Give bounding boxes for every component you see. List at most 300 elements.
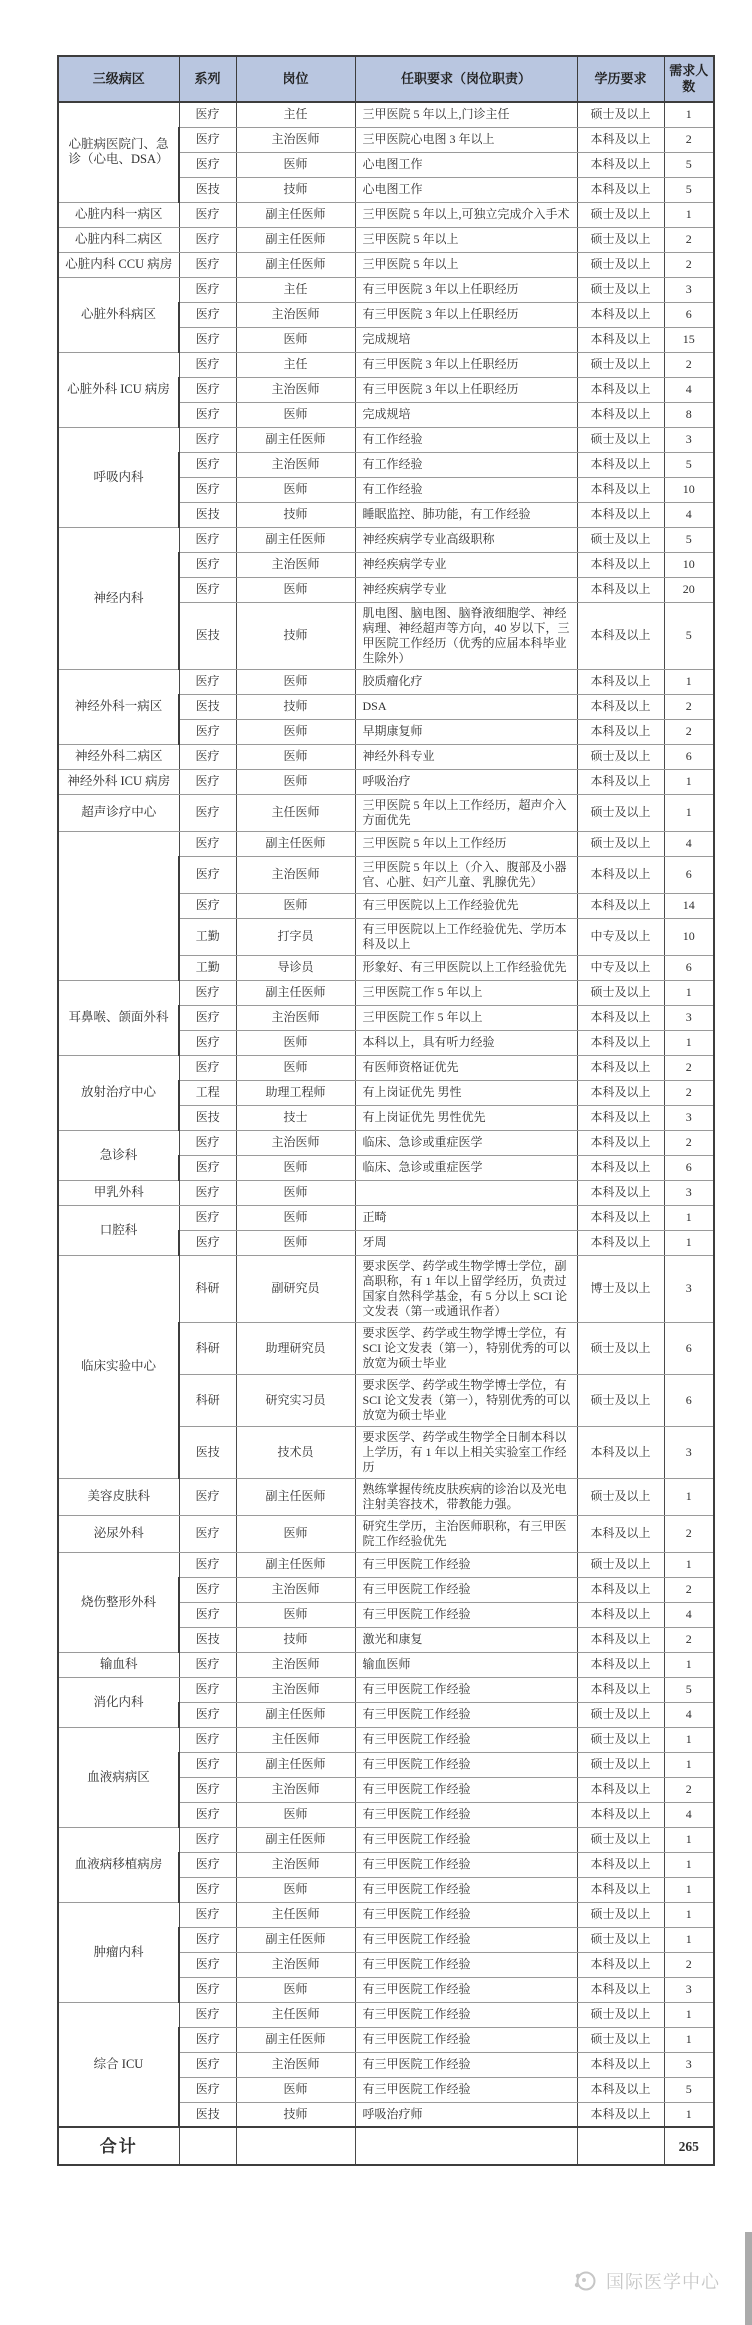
requirement-cell: 三甲医院 5 年以上,可独立完成介入手术 [355, 202, 577, 227]
requirement-cell: 临床、急诊或重症医学 [355, 1155, 577, 1180]
education-cell: 硕士及以上 [577, 1902, 664, 1927]
table-row [58, 831, 714, 856]
count-cell: 14 [664, 893, 714, 918]
position-cell: 医师 [236, 577, 355, 602]
count-cell: 2 [664, 1952, 714, 1977]
requirement-cell: 临床、急诊或重症医学 [355, 1130, 577, 1155]
count-cell: 6 [664, 744, 714, 769]
position-cell: 主任医师 [236, 1902, 355, 1927]
series-cell: 医技 [179, 1105, 236, 1130]
requirement-cell: 有三甲医院工作经验 [355, 1952, 577, 1977]
position-cell: 技师 [236, 177, 355, 202]
series-cell: 科研 [179, 1374, 236, 1426]
position-cell: 技师 [236, 694, 355, 719]
table-row [58, 227, 714, 252]
position-cell: 技术员 [236, 1426, 355, 1478]
requirement-cell: 有三甲医院 3 年以上任职经历 [355, 277, 577, 302]
requirement-cell: 完成规培 [355, 402, 577, 427]
position-cell: 医师 [236, 744, 355, 769]
education-cell: 硕士及以上 [577, 1552, 664, 1577]
position-cell: 主治医师 [236, 1777, 355, 1802]
requirement-cell: 有三甲医院以上工作经验优先、学历本科及以上 [355, 918, 577, 955]
requirement-cell: 早期康复师 [355, 719, 577, 744]
ward-cell: 输血科 [58, 1652, 179, 1677]
position-cell: 副主任医师 [236, 1752, 355, 1777]
series-cell: 医疗 [179, 1977, 236, 2002]
table-row [58, 202, 714, 227]
education-cell: 硕士及以上 [577, 1478, 664, 1515]
series-cell: 医技 [179, 1627, 236, 1652]
position-cell: 主治医师 [236, 2052, 355, 2077]
position-cell: 医师 [236, 1602, 355, 1627]
series-cell: 医疗 [179, 893, 236, 918]
position-cell: 主治医师 [236, 302, 355, 327]
series-cell: 医疗 [179, 1827, 236, 1852]
requirement-cell: 有三甲医院以上工作经验优先 [355, 893, 577, 918]
position-cell: 副主任医师 [236, 1552, 355, 1577]
education-cell: 本科及以上 [577, 2102, 664, 2127]
education-cell: 硕士及以上 [577, 744, 664, 769]
table-row [58, 1478, 714, 1515]
education-cell: 本科及以上 [577, 552, 664, 577]
ward-cell: 呼吸内科 [58, 427, 179, 527]
education-cell: 硕士及以上 [577, 1702, 664, 1727]
series-cell: 工勤 [179, 918, 236, 955]
education-cell: 本科及以上 [577, 1205, 664, 1230]
table-row [58, 1552, 714, 1577]
table-row [58, 102, 714, 127]
education-cell: 本科及以上 [577, 302, 664, 327]
education-cell: 硕士及以上 [577, 277, 664, 302]
ward-cell: 急诊科 [58, 1130, 179, 1180]
education-cell: 硕士及以上 [577, 1322, 664, 1374]
count-cell: 8 [664, 402, 714, 427]
total-empty-cell [355, 2127, 577, 2165]
education-cell: 本科及以上 [577, 1577, 664, 1602]
requirement-cell: 睡眠监控、肺功能，有工作经验 [355, 502, 577, 527]
requirement-cell: 有三甲医院工作经验 [355, 1827, 577, 1852]
count-cell: 1 [664, 794, 714, 831]
position-cell: 医师 [236, 2077, 355, 2102]
header-series: 系列 [179, 56, 236, 102]
requirement-cell: 胶质瘤化疗 [355, 669, 577, 694]
requirement-cell: 三甲医院工作 5 年以上 [355, 1005, 577, 1030]
requirement-cell: 有三甲医院工作经验 [355, 1727, 577, 1752]
requirement-cell: 有三甲医院工作经验 [355, 1902, 577, 1927]
position-cell: 主任医师 [236, 794, 355, 831]
education-cell: 本科及以上 [577, 1802, 664, 1827]
count-cell: 1 [664, 2102, 714, 2127]
education-cell: 本科及以上 [577, 1155, 664, 1180]
requirement-cell: 熟练掌握传统皮肤疾病的诊治以及光电注射美容技术，带教能力强。 [355, 1478, 577, 1515]
ward-cell: 心脏外科 ICU 病房 [58, 352, 179, 427]
header-position: 岗位 [236, 56, 355, 102]
education-cell: 硕士及以上 [577, 1752, 664, 1777]
requirement-cell: 有三甲医院工作经验 [355, 1802, 577, 1827]
ward-cell: 放射治疗中心 [58, 1055, 179, 1130]
table-row [58, 1180, 714, 1205]
ward-cell: 神经外科 ICU 病房 [58, 769, 179, 794]
education-cell: 本科及以上 [577, 1080, 664, 1105]
series-cell: 医疗 [179, 2077, 236, 2102]
education-cell: 硕士及以上 [577, 980, 664, 1005]
count-cell: 1 [664, 2027, 714, 2052]
series-cell: 医疗 [179, 1030, 236, 1055]
count-cell: 1 [664, 1827, 714, 1852]
education-cell: 本科及以上 [577, 152, 664, 177]
count-cell: 5 [664, 2077, 714, 2102]
count-cell: 5 [664, 527, 714, 552]
total-row [58, 2127, 714, 2165]
count-cell: 10 [664, 552, 714, 577]
education-cell: 中专及以上 [577, 918, 664, 955]
requirement-cell: 有三甲医院工作经验 [355, 1977, 577, 2002]
count-cell: 1 [664, 1652, 714, 1677]
count-cell: 4 [664, 1802, 714, 1827]
count-cell: 2 [664, 1777, 714, 1802]
series-cell: 医疗 [179, 377, 236, 402]
requirement-cell: 研究生学历，主治医师职称，有三甲医院工作经验优先 [355, 1515, 577, 1552]
education-cell: 硕士及以上 [577, 1927, 664, 1952]
count-cell: 1 [664, 980, 714, 1005]
ward-cell: 心脏内科一病区 [58, 202, 179, 227]
position-cell: 主治医师 [236, 127, 355, 152]
header-row [58, 56, 714, 102]
series-cell: 医疗 [179, 1515, 236, 1552]
education-cell: 硕士及以上 [577, 202, 664, 227]
position-cell: 副主任医师 [236, 1478, 355, 1515]
requirement-cell: 要求医学、药学或生物学博士学位，有 SCI 论文发表（第一），特别优秀的可以放宽为硕士毕业 [355, 1322, 577, 1374]
position-cell: 副主任医师 [236, 527, 355, 552]
count-cell: 2 [664, 1130, 714, 1155]
requirement-cell: 要求医学、药学或生物学博士学位，有 SCI 论文发表（第一），特别优秀的可以放宽为硕士毕业 [355, 1374, 577, 1426]
requirement-cell: 输血医师 [355, 1652, 577, 1677]
requirement-cell: 三甲医院 5 年以上（介入、腹部及小器官、心脏、妇产儿童、乳腺优先） [355, 856, 577, 893]
count-cell: 1 [664, 2002, 714, 2027]
total-empty-cell [179, 2127, 236, 2165]
education-cell: 本科及以上 [577, 127, 664, 152]
series-cell: 医疗 [179, 1777, 236, 1802]
count-cell: 3 [664, 277, 714, 302]
count-cell: 1 [664, 1030, 714, 1055]
table-row [58, 252, 714, 277]
count-cell: 4 [664, 831, 714, 856]
requirement-cell: 神经疾病学专业 [355, 552, 577, 577]
position-cell: 助理研究员 [236, 1322, 355, 1374]
count-cell: 20 [664, 577, 714, 602]
series-cell: 医疗 [179, 577, 236, 602]
count-cell: 2 [664, 227, 714, 252]
header-count: 需求人数 [664, 56, 714, 102]
requirement-cell: DSA [355, 694, 577, 719]
education-cell: 本科及以上 [577, 2077, 664, 2102]
requirement-cell: 神经疾病学专业高级职称 [355, 527, 577, 552]
ward-cell: 神经内科 [58, 527, 179, 669]
position-cell: 主任 [236, 102, 355, 127]
count-cell: 2 [664, 252, 714, 277]
requirement-cell: 有三甲医院 3 年以上任职经历 [355, 352, 577, 377]
education-cell: 本科及以上 [577, 502, 664, 527]
count-cell: 2 [664, 352, 714, 377]
position-cell: 研究实习员 [236, 1374, 355, 1426]
requirement-cell: 形象好、有三甲医院以上工作经验优先 [355, 955, 577, 980]
position-cell: 医师 [236, 152, 355, 177]
ward-cell: 肿瘤内科 [58, 1902, 179, 2002]
count-cell: 4 [664, 377, 714, 402]
series-cell: 医疗 [179, 1652, 236, 1677]
table-row [58, 1827, 714, 1852]
count-cell: 6 [664, 955, 714, 980]
table-row [58, 669, 714, 694]
series-cell: 医疗 [179, 1602, 236, 1627]
series-cell: 医疗 [179, 1055, 236, 1080]
count-cell: 2 [664, 127, 714, 152]
requirement-cell: 有三甲医院工作经验 [355, 1677, 577, 1702]
requirement-cell: 有三甲医院工作经验 [355, 1702, 577, 1727]
series-cell: 医疗 [179, 127, 236, 152]
education-cell: 硕士及以上 [577, 1727, 664, 1752]
position-cell: 技师 [236, 2102, 355, 2127]
series-cell: 医疗 [179, 719, 236, 744]
ward-cell: 神经外科一病区 [58, 669, 179, 744]
table-row [58, 1727, 714, 1752]
education-cell: 本科及以上 [577, 1852, 664, 1877]
count-cell: 4 [664, 1602, 714, 1627]
education-cell: 本科及以上 [577, 1055, 664, 1080]
ward-cell: 血液病病区 [58, 1727, 179, 1827]
table-row [58, 1205, 714, 1230]
education-cell: 本科及以上 [577, 1426, 664, 1478]
series-cell: 医疗 [179, 102, 236, 127]
position-cell: 医师 [236, 327, 355, 352]
requirement-cell: 要求医学、药学或生物学博士学位，副高职称，有 1 年以上留学经历，负责过国家自然科学基金，有 5 分以上 SCI 论文发表（第一或通讯作者） [355, 1255, 577, 1322]
count-cell: 2 [664, 1627, 714, 1652]
series-cell: 医疗 [179, 794, 236, 831]
series-cell: 医疗 [179, 152, 236, 177]
position-cell: 主治医师 [236, 1852, 355, 1877]
position-cell: 医师 [236, 1230, 355, 1255]
series-cell: 医疗 [179, 1902, 236, 1927]
count-cell: 3 [664, 427, 714, 452]
count-cell: 1 [664, 1927, 714, 1952]
position-cell: 副主任医师 [236, 252, 355, 277]
ward-cell: 消化内科 [58, 1677, 179, 1727]
table-row [58, 1055, 714, 1080]
position-cell: 副研究员 [236, 1255, 355, 1322]
requirement-cell: 有三甲医院工作经验 [355, 1752, 577, 1777]
position-cell: 助理工程师 [236, 1080, 355, 1105]
education-cell: 本科及以上 [577, 327, 664, 352]
position-cell: 主任医师 [236, 1727, 355, 1752]
requirement-cell: 三甲医院工作 5 年以上 [355, 980, 577, 1005]
requirement-cell [355, 1180, 577, 1205]
position-cell: 医师 [236, 1030, 355, 1055]
series-cell: 工勤 [179, 955, 236, 980]
position-cell: 主任医师 [236, 2002, 355, 2027]
series-cell: 医技 [179, 602, 236, 669]
position-cell: 技师 [236, 502, 355, 527]
position-cell: 主任 [236, 352, 355, 377]
education-cell: 本科及以上 [577, 177, 664, 202]
education-cell: 本科及以上 [577, 1030, 664, 1055]
education-cell: 硕士及以上 [577, 252, 664, 277]
series-cell: 医疗 [179, 1478, 236, 1515]
series-cell: 医疗 [179, 1927, 236, 1952]
requirement-cell: 牙周 [355, 1230, 577, 1255]
series-cell: 医疗 [179, 1702, 236, 1727]
series-cell: 医疗 [179, 1230, 236, 1255]
count-cell: 3 [664, 1005, 714, 1030]
series-cell: 医疗 [179, 669, 236, 694]
requirement-cell: 有三甲医院工作经验 [355, 2027, 577, 2052]
requirement-cell: 三甲医院 5 年以上,门诊主任 [355, 102, 577, 127]
total-empty-cell [236, 2127, 355, 2165]
count-cell: 10 [664, 477, 714, 502]
education-cell: 中专及以上 [577, 955, 664, 980]
position-cell: 主治医师 [236, 552, 355, 577]
requirement-cell: 有工作经验 [355, 477, 577, 502]
ward-cell: 耳鼻喉、颌面外科 [58, 980, 179, 1055]
education-cell: 本科及以上 [577, 1005, 664, 1030]
education-cell: 本科及以上 [577, 402, 664, 427]
position-cell: 医师 [236, 669, 355, 694]
count-cell: 4 [664, 502, 714, 527]
series-cell: 医疗 [179, 1205, 236, 1230]
count-cell: 5 [664, 602, 714, 669]
position-cell: 副主任医师 [236, 202, 355, 227]
education-cell: 本科及以上 [577, 1105, 664, 1130]
table-row [58, 1677, 714, 1702]
series-cell: 医技 [179, 1426, 236, 1478]
position-cell: 主治医师 [236, 1577, 355, 1602]
position-cell: 主治医师 [236, 377, 355, 402]
ward-cell: 心脏外科病区 [58, 277, 179, 352]
series-cell: 医技 [179, 2102, 236, 2127]
education-cell: 本科及以上 [577, 1602, 664, 1627]
series-cell: 医疗 [179, 552, 236, 577]
education-cell: 本科及以上 [577, 719, 664, 744]
count-cell: 1 [664, 769, 714, 794]
count-cell: 10 [664, 918, 714, 955]
ward-cell [58, 831, 179, 980]
requirement-cell: 肌电图、脑电图、脑脊液细胞学、神经病理、神经超声等方向，40 岁以下，三甲医院工作经历（优秀的应届本科毕业生除外） [355, 602, 577, 669]
education-cell: 硕士及以上 [577, 2002, 664, 2027]
series-cell: 医疗 [179, 277, 236, 302]
series-cell: 医疗 [179, 1130, 236, 1155]
table-row [58, 277, 714, 302]
education-cell: 本科及以上 [577, 1130, 664, 1155]
position-cell: 副主任医师 [236, 831, 355, 856]
series-cell: 医技 [179, 502, 236, 527]
count-cell: 5 [664, 1677, 714, 1702]
education-cell: 本科及以上 [577, 856, 664, 893]
requirement-cell: 有三甲医院工作经验 [355, 1577, 577, 1602]
count-cell: 2 [664, 1080, 714, 1105]
ward-cell: 美容皮肤科 [58, 1478, 179, 1515]
requirement-cell: 三甲医院 5 年以上 [355, 227, 577, 252]
requirement-cell: 要求医学、药学或生物学全日制本科以上学历，有 1 年以上相关实验室工作经历 [355, 1426, 577, 1478]
position-cell: 主治医师 [236, 1005, 355, 1030]
education-cell: 硕士及以上 [577, 427, 664, 452]
series-cell: 医疗 [179, 1005, 236, 1030]
requirement-cell: 有三甲医院工作经验 [355, 1852, 577, 1877]
count-cell: 2 [664, 1055, 714, 1080]
position-cell: 医师 [236, 1877, 355, 1902]
table-row [58, 980, 714, 1005]
ward-cell: 血液病移植病房 [58, 1827, 179, 1902]
requirement-cell: 三甲医院 5 年以上工作经历 [355, 831, 577, 856]
count-cell: 1 [664, 1852, 714, 1877]
series-cell: 医疗 [179, 427, 236, 452]
series-cell: 医疗 [179, 831, 236, 856]
education-cell: 硕士及以上 [577, 102, 664, 127]
count-cell: 1 [664, 1877, 714, 1902]
education-cell: 本科及以上 [577, 1180, 664, 1205]
series-cell: 科研 [179, 1255, 236, 1322]
ward-cell: 口腔科 [58, 1205, 179, 1255]
table-row [58, 1130, 714, 1155]
series-cell: 医疗 [179, 856, 236, 893]
education-cell: 本科及以上 [577, 477, 664, 502]
series-cell: 医疗 [179, 2002, 236, 2027]
position-cell: 技师 [236, 602, 355, 669]
brand-watermark [572, 2268, 720, 2294]
series-cell: 医疗 [179, 452, 236, 477]
position-cell: 主治医师 [236, 1677, 355, 1702]
ward-cell: 心脏病医院门、急诊（心电、DSA） [58, 102, 179, 202]
education-cell: 本科及以上 [577, 669, 664, 694]
education-cell: 硕士及以上 [577, 831, 664, 856]
brand-logo-icon [572, 2268, 598, 2294]
series-cell: 医疗 [179, 1180, 236, 1205]
series-cell: 医疗 [179, 477, 236, 502]
ward-cell: 甲乳外科 [58, 1180, 179, 1205]
count-cell: 3 [664, 1426, 714, 1478]
position-cell: 主治医师 [236, 1652, 355, 1677]
scrollbar[interactable] [745, 2232, 752, 2325]
series-cell: 医疗 [179, 352, 236, 377]
education-cell: 本科及以上 [577, 1627, 664, 1652]
series-cell: 医疗 [179, 2027, 236, 2052]
requirement-cell: 神经疾病学专业 [355, 577, 577, 602]
ward-cell: 超声诊疗中心 [58, 794, 179, 831]
table-row [58, 769, 714, 794]
total-count-cell: 265 [664, 2127, 714, 2165]
count-cell: 3 [664, 1977, 714, 2002]
position-cell: 医师 [236, 719, 355, 744]
requirement-cell: 呼吸治疗 [355, 769, 577, 794]
series-cell: 医疗 [179, 1677, 236, 1702]
requirement-cell: 三甲医院心电图 3 年以上 [355, 127, 577, 152]
series-cell: 医疗 [179, 402, 236, 427]
ward-cell: 综合 ICU [58, 2002, 179, 2127]
series-cell: 医疗 [179, 980, 236, 1005]
education-cell: 本科及以上 [577, 769, 664, 794]
count-cell: 6 [664, 1322, 714, 1374]
education-cell: 本科及以上 [577, 602, 664, 669]
education-cell: 博士及以上 [577, 1255, 664, 1322]
table-row [58, 1515, 714, 1552]
education-cell: 本科及以上 [577, 1677, 664, 1702]
table-row [58, 1255, 714, 1322]
position-cell: 医师 [236, 1205, 355, 1230]
requirement-cell: 激光和康复 [355, 1627, 577, 1652]
position-cell: 医师 [236, 1802, 355, 1827]
count-cell: 1 [664, 1205, 714, 1230]
requirement-cell: 有三甲医院 3 年以上任职经历 [355, 377, 577, 402]
requirement-cell: 呼吸治疗师 [355, 2102, 577, 2127]
count-cell: 1 [664, 1552, 714, 1577]
